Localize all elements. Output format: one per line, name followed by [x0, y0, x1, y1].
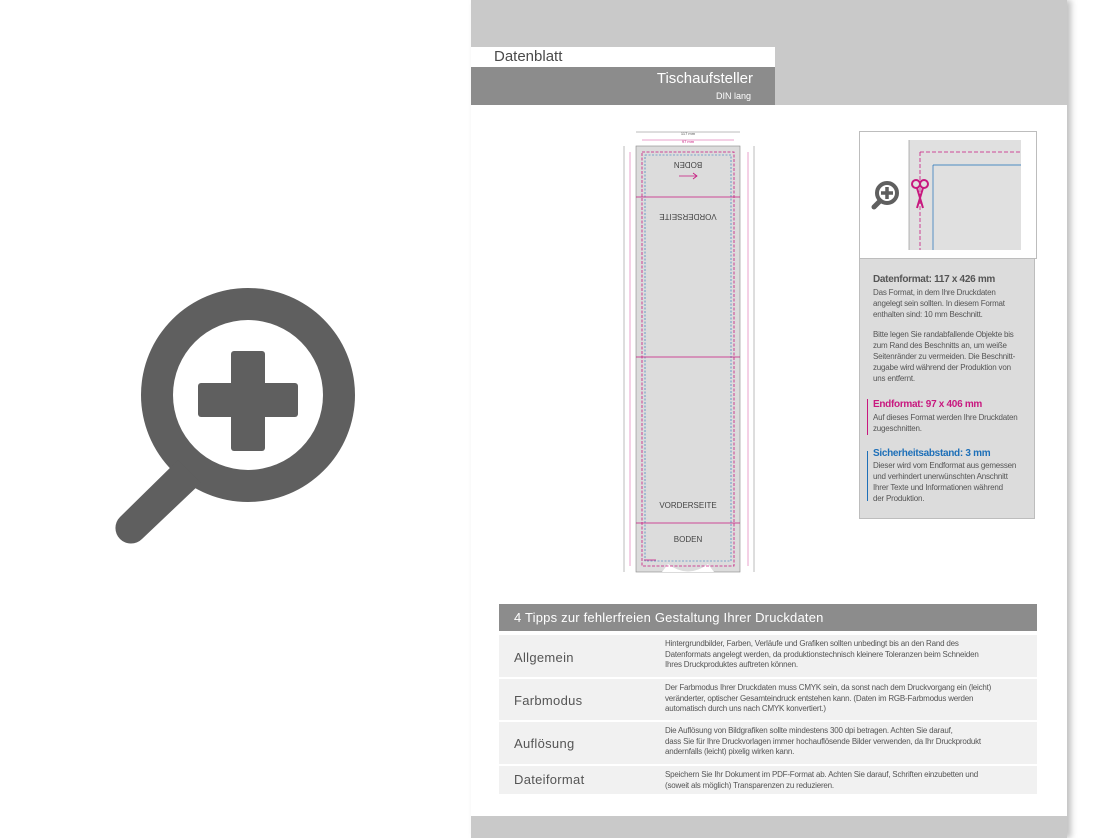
label-vorderseite-bottom: VORDERSEITE: [659, 501, 717, 510]
detail-preview: [859, 131, 1037, 259]
format-info-box: [859, 258, 1035, 519]
datenformat-title: Datenformat: 117 x 426 mm: [873, 274, 996, 285]
footer-band: [471, 816, 1067, 838]
section-label: [471, 47, 591, 67]
tip-row-allgemein: [499, 635, 1037, 677]
endformat-text: Auf dieses Format werden Ihre Druckdaten zugeschnitten.: [873, 413, 1018, 433]
sicherheit-text: Dieser wird vom Endformat aus gemessen und verhindert unerwünschten Anschnitt Ihrer Texte und Informationen während der Produktion.: [873, 461, 1017, 503]
header-band-right: [775, 47, 1067, 105]
tip-label: Farbmodus: [514, 693, 583, 708]
header-band: [471, 0, 1067, 47]
datenformat-text: Das Format, in dem Ihre Druckdaten angelegt sein sollten. In diesem Format enthalten sind: 10 mm Beschnitt.: [873, 288, 1005, 319]
title-bar: [471, 67, 775, 105]
product-subtitle: DIN lang: [715, 91, 751, 101]
tip-row-farbmodus: [499, 679, 1037, 720]
label-vorderseite-top: VORDERSEITE: [659, 212, 717, 221]
sicherheit-marker: [867, 451, 868, 501]
dim-top-inner: 97 mm: [681, 139, 695, 144]
tip-text: Speichern Sie Ihr Dokument im PDF-Format ab. Achten Sie darauf, Schriften einzubetten und (soweit als möglich) Transparenzen zu reduzieren.: [665, 770, 979, 790]
tips-header: [499, 604, 1037, 631]
dim-top-outer: 117 mm: [680, 131, 696, 136]
endformat-marker: [867, 399, 868, 435]
datasheet-page: [471, 0, 1067, 838]
label-boden-top: BODEN: [673, 160, 703, 169]
bleed-text: Bitte legen Sie randabfallende Objekte bis zum Rand des Beschnitts an, um weiße Seitenränder zu vermeiden. Die Beschnitt- zugabe wird während der Produktion von uns entfernt.: [873, 330, 1016, 383]
tip-text: Die Auflösung von Bildgrafiken sollte mindestens 300 dpi betragen. Achten Sie darauf, dass Sie für Ihre Druckvorlagen immer hochauflösende Bilder verwenden, da Ihr Druckprodukt andernfalls (leicht) pixelig wirken kann.: [665, 726, 981, 756]
tip-text: Der Farbmodus Ihrer Druckdaten muss CMYK sein, da sonst nach dem Druckvorgang ein (leicht) veränderter, optischer Gesamteindruck entstehen kann. (Daten im RGB-Farbmodus werden automatisch durch uns nach CMYK konvertiert.): [665, 683, 992, 713]
label-boden-bottom: BODEN: [673, 535, 703, 544]
endformat-title: Endformat: 97 x 406 mm: [873, 399, 982, 410]
section-label-text: Datenblatt: [494, 48, 563, 65]
tip-row-dateiformat: [499, 766, 1037, 794]
zoom-in-icon[interactable]: [100, 285, 358, 550]
tip-row-aufloesung: [499, 722, 1037, 764]
tip-label: Auflösung: [514, 736, 575, 751]
tip-label: Allgemein: [514, 650, 574, 665]
tips-heading: 4 Tipps zur fehlerfreien Gestaltung Ihrer Druckdaten: [514, 610, 824, 625]
tip-label: Dateiformat: [514, 772, 585, 787]
sicherheit-title: Sicherheitsabstand: 3 mm: [873, 448, 991, 459]
format-drawing: [616, 124, 762, 580]
tip-text: Hintergrundbilder, Farben, Verläufe und Grafiken sollten unbedingt bis an den Rand des Datenformats angelegt werden, da produktionstechnisch kleinere Toleranzen beim Schneiden Ihres Druckproduktes auftreten können.: [665, 639, 979, 669]
product-title: Tischaufsteller: [656, 70, 753, 87]
magnifier-plus-icon[interactable]: [874, 183, 897, 207]
